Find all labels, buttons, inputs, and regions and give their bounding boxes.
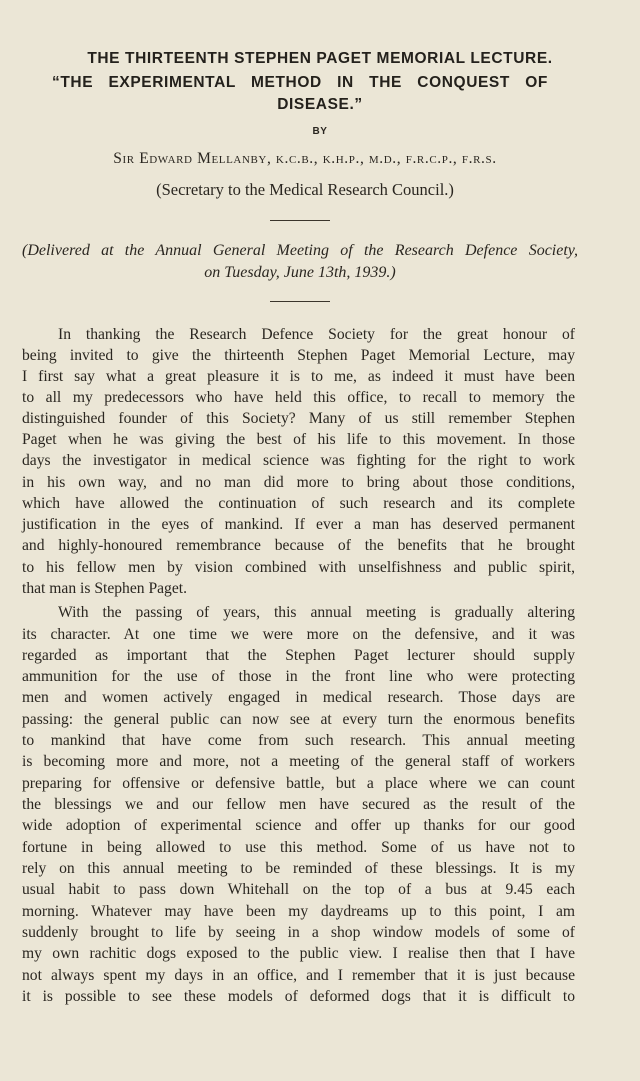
body-text-line: I first say what a great pleasure it is to me, as indeed it must have been: [22, 368, 575, 385]
body-text-line: to his fellow men by vision combined with unselfishness and public spirit,: [22, 559, 575, 576]
body-text-line: days the investigator in medical science was fighting for the right to work: [22, 452, 575, 469]
divider-rule: [270, 301, 330, 302]
body-text-line: to all my predecessors who have held this office, to recall to memory the: [22, 389, 575, 406]
body-text-line: morning. Whatever may have been my daydreams up to this point, I am: [22, 903, 575, 920]
body-text-line: regarded as important that the Stephen Paget lecturer should supply: [22, 647, 575, 664]
body-text-line: that man is Stephen Paget.: [22, 580, 188, 597]
body-text-line: men and women actively engaged in medical research. Those days are: [22, 689, 575, 706]
author-affiliation: (Secretary to the Medical Research Council.): [156, 180, 454, 199]
author-name: Sir Edward Mellanby, k.c.b., k.h.p., m.d., f.r.c.p., f.r.s.: [113, 150, 497, 167]
body-text-line: is becoming more and more, not a meeting of the general staff of workers: [22, 753, 575, 770]
body-text-line: to mankind that have come from such research. This annual meeting: [22, 732, 575, 749]
body-text-line: passing: the general public can now see at every turn the enormous benefits: [22, 711, 575, 728]
body-text-line: being invited to give the thirteenth Stephen Paget Memorial Lecture, may: [22, 347, 575, 364]
lecture-title-line-2: “THE EXPERIMENTAL METHOD IN THE CONQUEST OF: [52, 74, 548, 91]
by-label: BY: [312, 126, 328, 137]
body-text-line: suddenly brought to life by seeing in a shop window models of some of: [22, 924, 575, 941]
body-text-line: it is possible to see these models of deformed dogs that it is difficult to: [22, 988, 575, 1005]
lecture-title-line-1: THE THIRTEENTH STEPHEN PAGET MEMORIAL LECTURE.: [87, 50, 553, 67]
body-text-line: With the passing of years, this annual meeting is gradually altering: [58, 604, 575, 621]
body-text-line: justification in the eyes of mankind. If ever a man has deserved permanent: [22, 516, 575, 533]
body-text-line: rely on this annual meeting to be reminded of these blessings. It is my: [22, 860, 575, 877]
body-text-line: usual habit to pass down Whitehall on the top of a bus at 9.45 each: [22, 881, 575, 898]
body-text-line: which have allowed the continuation of such research and its complete: [22, 495, 575, 512]
body-text-line: In thanking the Research Defence Society for the great honour of: [58, 326, 575, 343]
body-text-line: wide adoption of experimental science and offer up thanks for our good: [22, 817, 575, 834]
body-text-line: fortune in being allowed to use this method. Some of us have not to: [22, 839, 575, 856]
body-text-line: ammunition for the use of those in the front line who were protecting: [22, 668, 575, 685]
delivery-note-line-1: (Delivered at the Annual General Meeting of the Research Defence Society,: [22, 242, 578, 259]
body-text-line: in his own way, and no man did more to bring about those conditions,: [22, 474, 575, 491]
body-text-line: and highly-honoured remembrance because of the benefits that he brought: [22, 537, 575, 554]
lecture-title-line-3: DISEASE.”: [277, 96, 363, 113]
body-text-line: preparing for offensive or defensive battle, but a place where we can count: [22, 775, 575, 792]
body-text-line: Paget when he was giving the best of his life to this movement. In those: [22, 431, 575, 448]
divider-rule: [270, 220, 330, 221]
body-text-line: its character. At one time we were more on the defensive, and it was: [22, 626, 575, 643]
body-text-line: distinguished founder of this Society? Many of us still remember Stephen: [22, 410, 575, 427]
body-text-line: not always spent my days in an office, and I remember that it is just because: [22, 967, 575, 984]
delivery-note: [22, 240, 578, 284]
body-text-line: the blessings we and our fellow men have secured as the result of the: [22, 796, 575, 813]
body-text-line: my own rachitic dogs exposed to the public view. I realise then that I have: [22, 945, 575, 962]
delivery-note-line-2: on Tuesday, June 13th, 1939.): [204, 264, 396, 281]
